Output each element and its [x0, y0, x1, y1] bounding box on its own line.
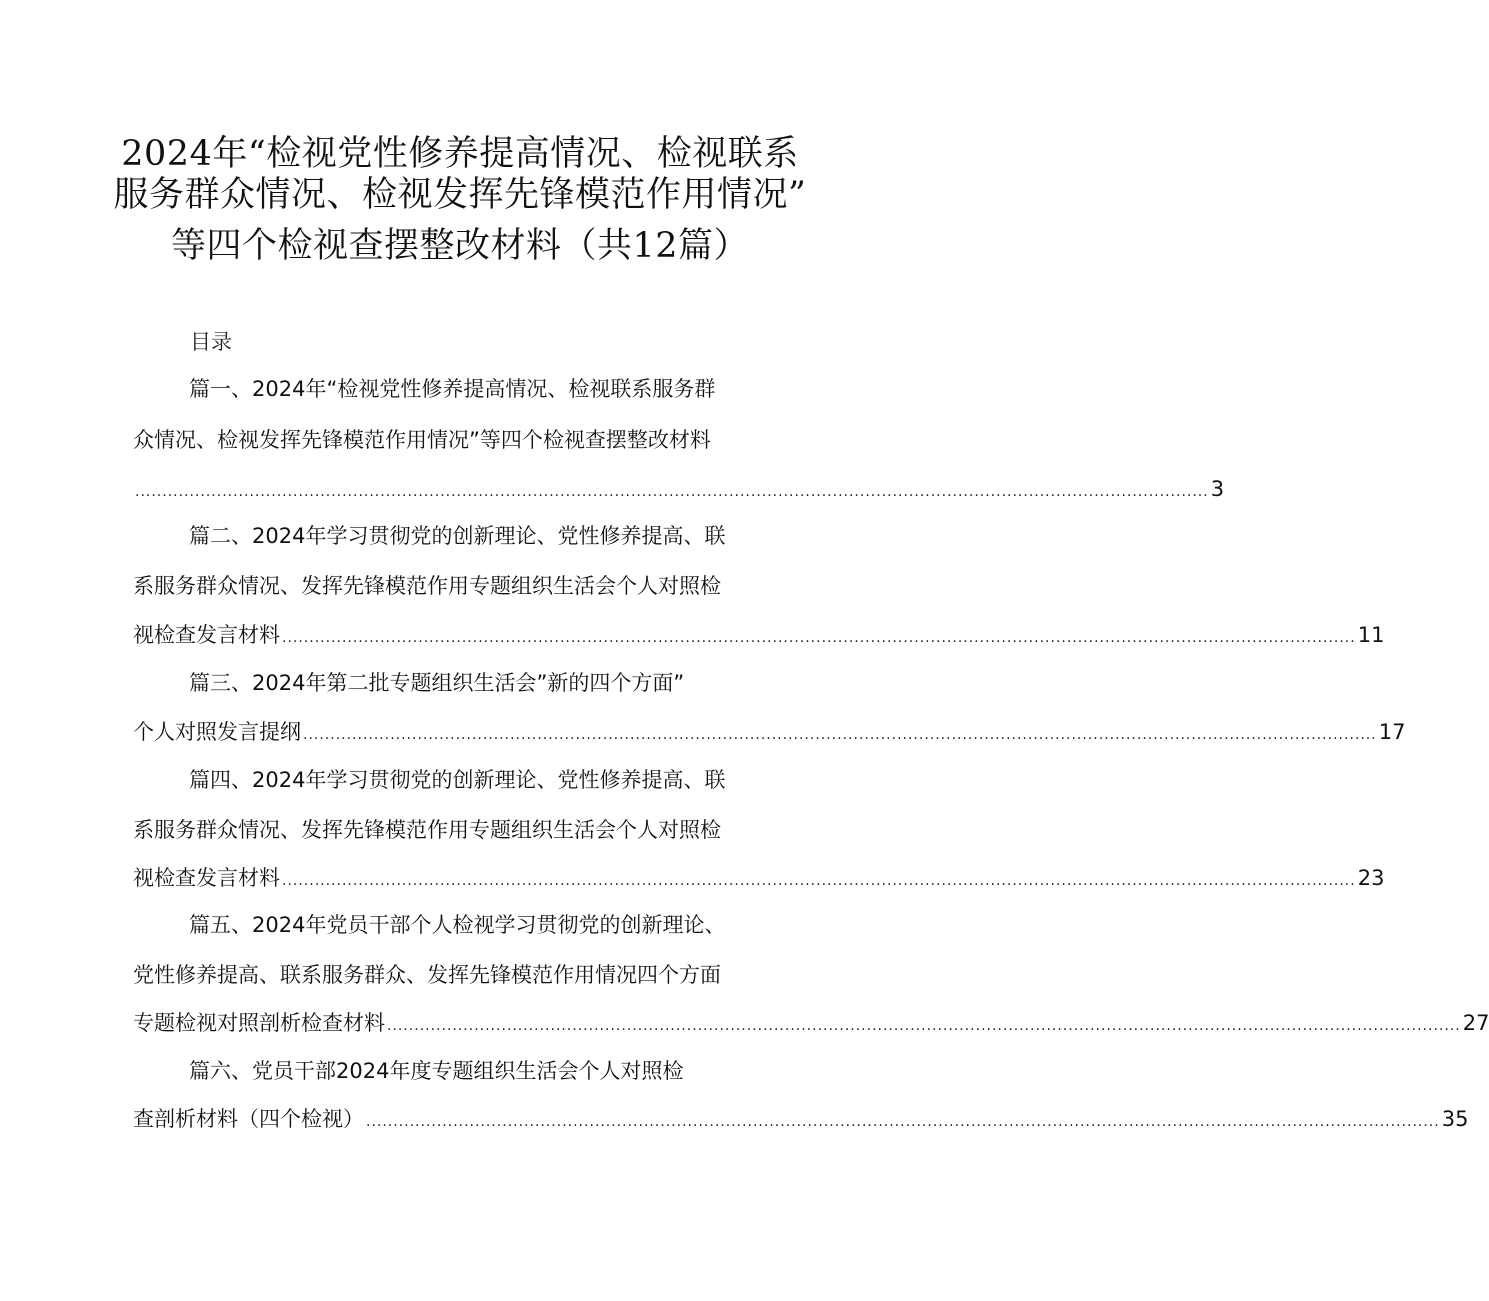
toc-entry-5-line-3: 专题检视对照剖析检查材料	[133, 1011, 385, 1035]
toc-entry-5-line-2[interactable]: 党性修养提高、联系服务群众、发挥先锋模范作用情况四个方面	[133, 963, 721, 987]
toc-entry-2-line-1[interactable]: 篇二、2024年学习贯彻党的创新理论、党性修养提高、联	[189, 524, 726, 548]
dot-leader: .....................................................................................................................................................................................................	[366, 1114, 1440, 1130]
toc-entry-6-line-2: 查剖析材料（四个检视）	[133, 1107, 364, 1131]
toc-entry-2-line-2[interactable]: 系服务群众情况、发挥先锋模范作用专题组织生活会个人对照检	[133, 574, 721, 598]
toc-entry-3-leader[interactable]	[133, 717, 1406, 750]
toc-label: 目录	[190, 330, 232, 354]
toc-entry-6-line-1[interactable]: 篇六、党员干部2024年度专题组织生活会个人对照检	[189, 1059, 684, 1083]
toc-entry-2-line-3: 视检查发言材料	[133, 623, 280, 647]
document-title-line-1: 2024年“检视党性修养提高情况、检视联系	[121, 134, 799, 174]
toc-entry-4-page: 23	[1357, 866, 1385, 890]
toc-entry-1-page: 3	[1210, 477, 1225, 501]
toc-entry-2-page: 11	[1357, 623, 1385, 647]
toc-entry-5-line-1[interactable]: 篇五、2024年党员干部个人检视学习贯彻党的创新理论、	[189, 913, 726, 937]
toc-entry-1-leader[interactable]	[133, 474, 1225, 507]
toc-entry-5-page: 27	[1462, 1011, 1489, 1035]
toc-entry-4-line-3: 视检查发言材料	[133, 866, 280, 890]
toc-entry-6-page: 35	[1441, 1107, 1469, 1131]
toc-entry-4-line-1[interactable]: 篇四、2024年学习贯彻党的创新理论、党性修养提高、联	[189, 768, 726, 792]
toc-entry-5-leader[interactable]	[133, 1008, 1489, 1041]
dot-leader: .....................................................................................................................................................................................................	[303, 727, 1377, 743]
toc-entry-6-leader[interactable]	[133, 1104, 1469, 1137]
toc-entry-2-leader[interactable]	[133, 620, 1385, 653]
dot-leader: .....................................................................................................................................................................................................	[135, 484, 1209, 500]
toc-entry-4-line-2[interactable]: 系服务群众情况、发挥先锋模范作用专题组织生活会个人对照检	[133, 818, 721, 842]
document-title-line-2: 服务群众情况、检视发挥先锋模范作用情况”	[113, 175, 807, 215]
toc-entry-3-line-1[interactable]: 篇三、2024年第二批专题组织生活会”新的四个方面”	[189, 671, 685, 695]
dot-leader: .....................................................................................................................................................................................................	[387, 1018, 1461, 1034]
toc-entry-3-page: 17	[1378, 720, 1406, 744]
toc-entry-4-leader[interactable]	[133, 863, 1385, 896]
dot-leader: .....................................................................................................................................................................................................	[282, 873, 1356, 889]
toc-entry-1-line-1[interactable]: 篇一、2024年“检视党性修养提高情况、检视联系服务群	[189, 377, 716, 401]
document-title-line-3: 等四个检视查摆整改材料（共12篇）	[170, 226, 750, 266]
dot-leader: .....................................................................................................................................................................................................	[282, 630, 1356, 646]
toc-entry-3-line-2: 个人对照发言提纲	[133, 720, 301, 744]
toc-entry-1-line-2[interactable]: 众情况、检视发挥先锋模范作用情况”等四个检视查摆整改材料	[133, 428, 711, 452]
